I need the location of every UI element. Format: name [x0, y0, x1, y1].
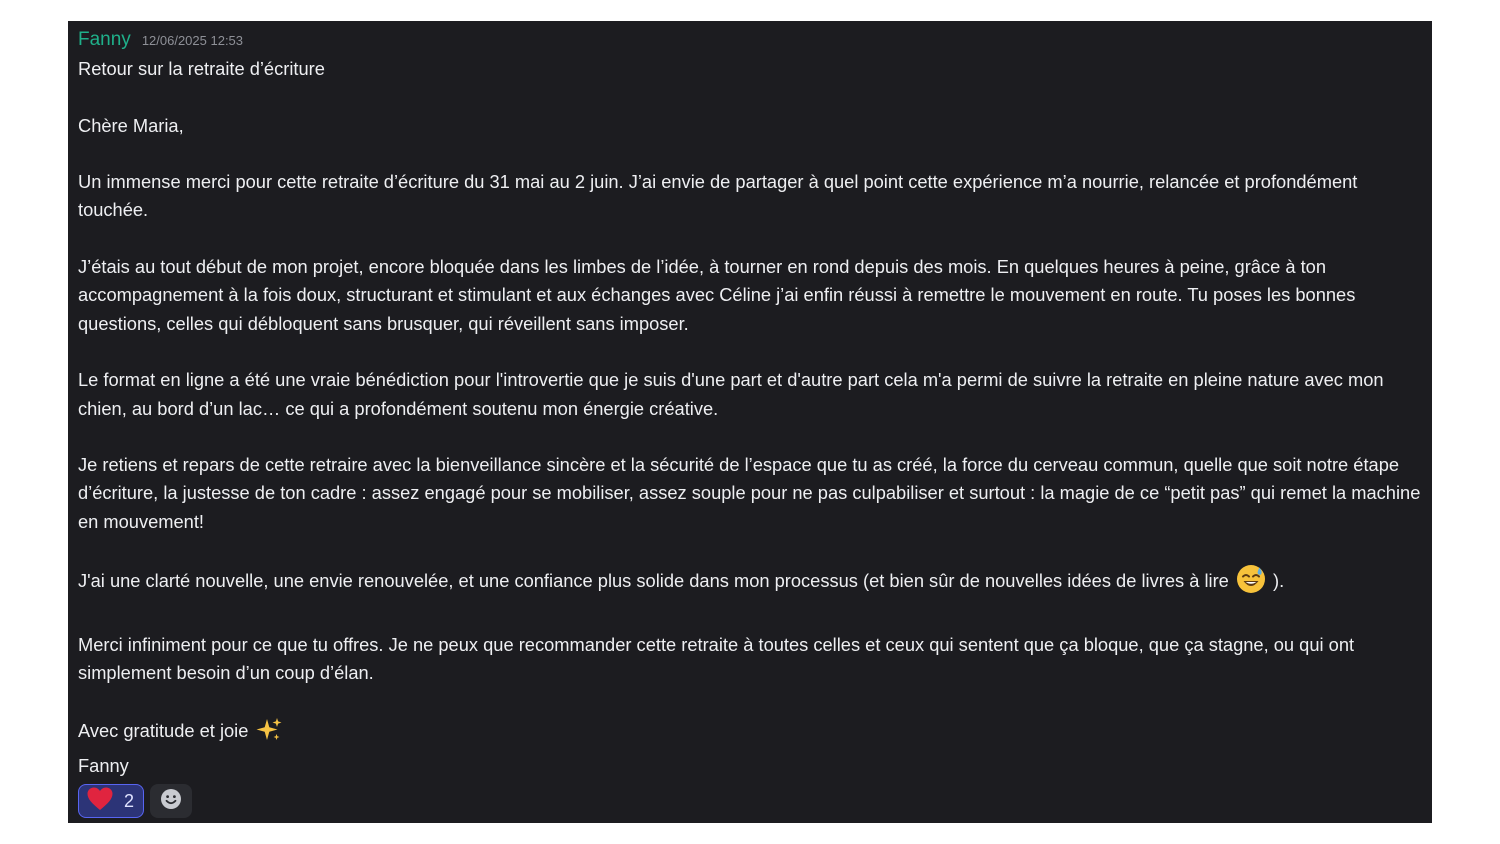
- message-paragraph: Merci infiniment pour ce que tu offres. Je ne peux que recommander cette retraite à toutes celles et ceux qui sentent que ça bloque, que ça stagne, ou qui ont simplement besoin d’un coup d’élan.: [78, 633, 1360, 684]
- signoff-line: [78, 716, 1422, 752]
- red-heart-icon: [86, 786, 114, 817]
- message-subject: Retour sur la retraite d’écriture: [78, 58, 325, 79]
- message-body: [78, 55, 1426, 780]
- reaction-count: 2: [124, 790, 135, 811]
- message-paragraph: J’étais au tout début de mon projet, encore bloquée dans les limbes de l’idée, à tourner en rond depuis des mois. En quelques heures à peine, grâce à ton accompagnement à la fois doux, structurant et stimulant et aux échanges avec Céline j’ai enfin réussi à remettre le mouvement en route. Tu poses les bonnes questions, celles qui débloquent sans brusquer, qui réveillent sans imposer.: [78, 256, 1361, 334]
- message-paragraph: Je retiens et repars de cette retraire avec la bienveillance sincère et la sécurité de l’espace que tu as créé, la force du cerveau commun, quelle que soit notre étape d’écriture, la justesse de ton cadre : assez engagé pour se mobiliser, assez souple pour ne pas culpabiliser et surtout : la magie de ce “petit pas” qui remet la machine en mouvement!: [78, 454, 1426, 532]
- heart-reaction-button[interactable]: [78, 784, 144, 818]
- greeting: Chère Maria,: [78, 114, 184, 136]
- message-header: [78, 29, 1422, 55]
- grinning-sweat-emoji: [1236, 564, 1266, 602]
- clarity-text-end: ).: [1267, 570, 1285, 592]
- message-paragraph: Le format en ligne a été une vraie bénédiction pour l'introvertie que je suis d'une part et d'autre part cela m'a permi de suivre la retraite en pleine nature avec mon chien, au bord d’un lac… ce qui a profondément soutenu mon énergie créative.: [78, 369, 1389, 419]
- message-card: [68, 21, 1432, 823]
- add-reaction-button[interactable]: [150, 784, 192, 818]
- add-reaction-icon: [160, 788, 182, 815]
- message-paragraph: Un immense merci pour cette retraite d’écriture du 31 mai au 2 juin. J’ai envie de partager à quel point cette expérience m’a nourrie, relancée et profondément touchée.: [78, 171, 1363, 221]
- message-paragraph-clarity: [78, 564, 1422, 602]
- clarity-text: J'ai une clarté nouvelle, une envie renouvelée, et une confiance plus solide dans mon processus (et bien sûr de nouvelles idées de livres à lire: [78, 570, 1234, 592]
- signoff-name: Fanny: [78, 755, 129, 777]
- message-timestamp: 12/06/2025 12:53: [141, 33, 244, 48]
- sparkles-emoji: [255, 716, 283, 752]
- reactions-bar: [78, 784, 1422, 818]
- signoff-text: Avec gratitude et joie: [78, 719, 254, 741]
- author-name[interactable]: Fanny: [78, 29, 131, 50]
